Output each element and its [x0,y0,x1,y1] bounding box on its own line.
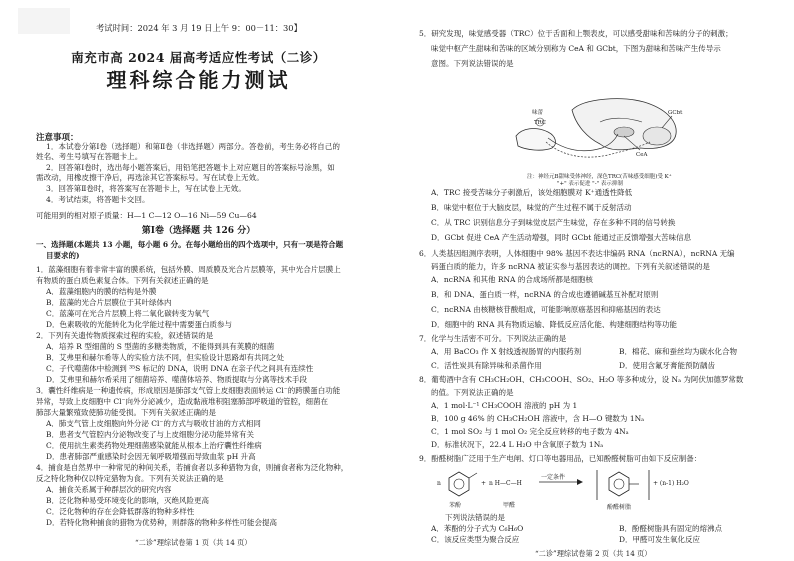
diagram-label-taste-bud: 味蕾 [532,110,544,116]
option: A．ncRNA 和其他 RNA 的合成场所都是细胞核 [431,275,593,284]
byproduct: + (n-1) H₂O [653,480,689,487]
note-line: 2．回答第Ⅰ卷时，选出每小题答案后，用铅笔把答题卡上对应题目的答案标号涂黑，如 [46,163,335,172]
option: B．酚醛树脂具有固定的熔沸点 [619,524,723,533]
option: D．甲醛可发生氧化反应 [619,535,701,544]
note-line: 3．回答第Ⅱ卷时，将答案写在答题卡上，写在试卷上无效。 [46,184,246,193]
option: D．使用含氟牙膏能预防龋齿 [619,361,716,370]
option: A．肺支气管上皮细胞向外分泌 Cl⁻的方式与吸收甘油的方式相同 [46,419,261,428]
question-stem: 的值。下列说法正确的是 [431,388,514,397]
section-intro: 目要求的) [46,251,80,260]
reactant-coefficient: n [437,480,441,487]
question-stem: 4．捕食是自然界中一种常见的种间关系，若捕食者以多种猎物为食，则捕食者称为泛化物种， [36,463,349,472]
option: B．味觉中枢位于大脑皮层，味觉的产生过程不属于反射活动 [431,203,632,212]
option: A．用 BaCO₃ 作 X 射线透视肠胃的内服药剂 [431,347,582,356]
option: C．蓝藻可在光合片层膜上将二氧化碳转变为氧气 [46,309,210,318]
brain-pathway-illustration [512,92,687,170]
option: A．蓝藻细胞内的膜的结构是外膜 [46,287,157,296]
question-stem: 9．酚醛树脂广泛用于生产电闸、灯口等电器用品，已知酚醛树脂可由如下反应制备： [419,454,702,463]
atomic-masses: 可能用到的相对原子质量：H—1 C—12 O—16 Ni—59 Cu—64 [36,211,257,220]
question-stem: 2．下列有关遗传物质探索过程的实验，叙述错误的是 [36,331,214,340]
question-stem: 7．化学与生活密不可分。下列说法正确的是 [419,334,567,343]
exam-page-2 [397,0,794,561]
option: D．患者肺部严重感染时会因无氧呼吸增强而导致血浆 pH 升高 [46,452,256,461]
question-stem: 8．葡萄酒中含有 CH₃CH₂OH、CH₃COOH、SO₂、H₂O 等多种成分，设 Nₐ 为阿伏加德罗常数 [419,375,744,384]
option: B．泛化物种易受环境变化的影响，灭绝风险更高 [46,496,210,505]
option: C．该反应类型为聚合反应 [431,535,520,544]
option: A．TRC 接受苦味分子刺激后，该处细胞膜对 K⁺通透性降低 [431,188,633,197]
plus-sign: + [481,480,487,487]
question-sub-stem: 下列说法错误的是 [445,513,505,522]
reactant-formula: n H—C—H [489,480,522,487]
scan-blank-area [18,8,70,34]
option: B．艾弗里和赫尔希等人的实验方法不同，但实验设计思路却有共同之处 [46,353,285,362]
question-stem: 异常，导致上皮细胞中 Cl⁻向外分泌减少，造成黏液堆积阻塞肺部呼吸道的管腔，细菌在 [36,397,328,406]
note-line: 姓名、考生号填写在答题卡上。 [36,152,143,161]
question-stem: 有物质的蛋白质色素复合体。下列有关叙述正确的是 [36,276,209,285]
phenolic-resin-reaction [427,464,697,512]
option: D．若特化物种捕食的猎物为优势种，则群落的物种多样性可能会提高 [46,518,278,527]
question-stem: 肺部大量繁殖致使肺功能受损。下列有关叙述正确的是 [36,408,216,417]
page-footer: “二诊”理综试卷第 1 页（共 14 页） [135,538,252,547]
reaction-condition: 一定条件 [541,474,566,481]
school-title: 南充市高 2024 届高考适应性考试（二诊） [71,50,326,65]
product-name: 酚醛树脂 [607,504,632,511]
taste-pathway-diagram [512,92,687,170]
question-stem: 意图。下列说法错误的是 [431,59,514,68]
option: A．捕食关系属于种群层次的研究内容 [46,485,172,494]
page-footer: “二诊”理综试卷第 2 页（共 14 页） [535,549,652,558]
option: C．子代噬菌体中检测到 ³⁵S 标记的 DNA，说明 DNA 在亲子代之间具有连续性 [46,364,314,373]
option: A．苯酚的分子式为 C₆H₆O [431,524,524,533]
question-stem: 1．蓝藻细胞有着非常丰富的膜系统，包括外膜、周质膜及光合片层膜等，其中光合片层膜上 [36,265,341,274]
option: C．活性炭具有除异味和杀菌作用 [431,361,542,370]
option: C．1 mol SO₂ 与 1 mol O₂ 完全反应转移的电子数为 4Nₐ [431,427,629,436]
option: A．培养 R 型细菌的 S 型菌的多糖类物质，不能得到具有荚膜的细菌 [46,342,275,351]
option: C．从 TRC 识别信息分子到味觉皮层产生味觉，存在多种不同的信号转换 [431,218,676,227]
subject-title: 理科综合能力测试 [106,68,291,92]
diagram-label-trc: TRC [534,120,547,126]
diagram-caption: "+" 表示促进 "-" 表示抑制 [557,181,623,187]
diagram-label-gcbt: GCbt [668,110,683,116]
option: A．1 mol·L⁻¹ CH₃COOH 溶液的 pH 为 1 [431,401,578,410]
option: D．艾弗里和赫尔希采用了细菌培养、噬菌体培养、物质提取与分离等技术手段 [46,375,308,384]
question-stem: 3．囊性纤维病是一种遗传病，形成原因是肺部支气管上皮细胞表面转运 Cl⁻的跨膜蛋白功能 [36,386,341,395]
question-stem: 码蛋白质的能力，许多 ncRNA 被证实参与基因表达的调控。下列有关叙述错误的是 [431,262,710,271]
note-line: 需改动，用橡皮擦干净后，再选涂其它答案标号。写在试卷上无效。 [36,173,264,182]
reactant-name: 苯酚 [449,502,462,509]
option: D．细胞中的 RNA 具有物质运输、降低反应活化能、构建细胞结构等功能 [431,320,677,329]
option: B．蓝藻的光合片层膜位于其叶绿体内 [46,298,172,307]
option: B．棉花、麻和蚕丝均为碳水化合物 [619,347,738,356]
option: C．泛化物种的存在会降低群落的物种多样性 [46,507,195,516]
option: B．100 g 46% 的 CH₃CH₂OH 溶液中，含 H—O 键数为 1Nₐ [431,414,645,423]
option: B．患者支气管腔内分泌物改变了与上皮细胞分泌功能异常有关 [46,430,255,439]
diagram-caption: 注：神经元B甜味受体神经，深色TRC(苦味感受细胞)受 K⁺ [527,174,672,180]
question-stem: 反之特化物种仅以特定猎物为食。下列有关说法正确的是 [36,474,224,483]
exam-time: 考试时间：2024 年 3 月 19 日上午 9：00－11：30】 [96,23,302,33]
question-stem: 6．人类基因组测序表明，人体细胞中 98% 基因不表达非编码 RNA（ncRNA），ncRNA 无编 [419,249,735,258]
part-title: 第Ⅰ卷（选择题 共 126 分） [141,226,256,236]
diagram-label-cea: CeA [636,152,648,158]
option: D．标准状况下，22.4 L H₂O 中含氧原子数为 1Nₐ [431,440,604,449]
reactant-name: 甲醛 [503,502,516,509]
option: B．和 DNA、蛋白质一样，ncRNA 的合成也遵循碱基互补配对原则 [431,290,659,299]
option: C．ncRNA 由核糖核苷酸组成，可能影响原癌基因和抑癌基因的表达 [431,305,661,314]
section-intro: 一、选择题(本题共 13 小题，每小题 6 分。在每小题给出的四个选项中，只有一项是符合题 [36,240,344,249]
question-stem: 味觉中枢产生甜味和苦味的区域分别称为 CeA 和 GCbt，下图为甜味和苦味产生传导示 [431,44,721,53]
option: D．色素吸收的光能转化为化学能过程中需要蛋白质参与 [46,320,233,329]
option: C．使用抗生素类药物处理细菌感染就能从根本上治疗囊性纤维病 [46,441,262,450]
note-line: 1．本试卷分第Ⅰ卷（选择题）和第Ⅱ卷（非选择题）两部分。答卷前，考生务必将自己的 [46,142,340,151]
notes-title: 注意事项： [36,133,79,143]
option: D．GCbt 促进 CeA 产生活动增强，同时 GCbt 能通过正反馈增强大苦味信息 [431,233,692,242]
note-line: 4．考试结束，将答题卡交回。 [46,195,150,204]
question-stem: 5．研究发现，味觉感受器（TRC）位于舌面和上颚表皮，可以感受甜味和苦味的分子的刺激； [419,29,733,38]
